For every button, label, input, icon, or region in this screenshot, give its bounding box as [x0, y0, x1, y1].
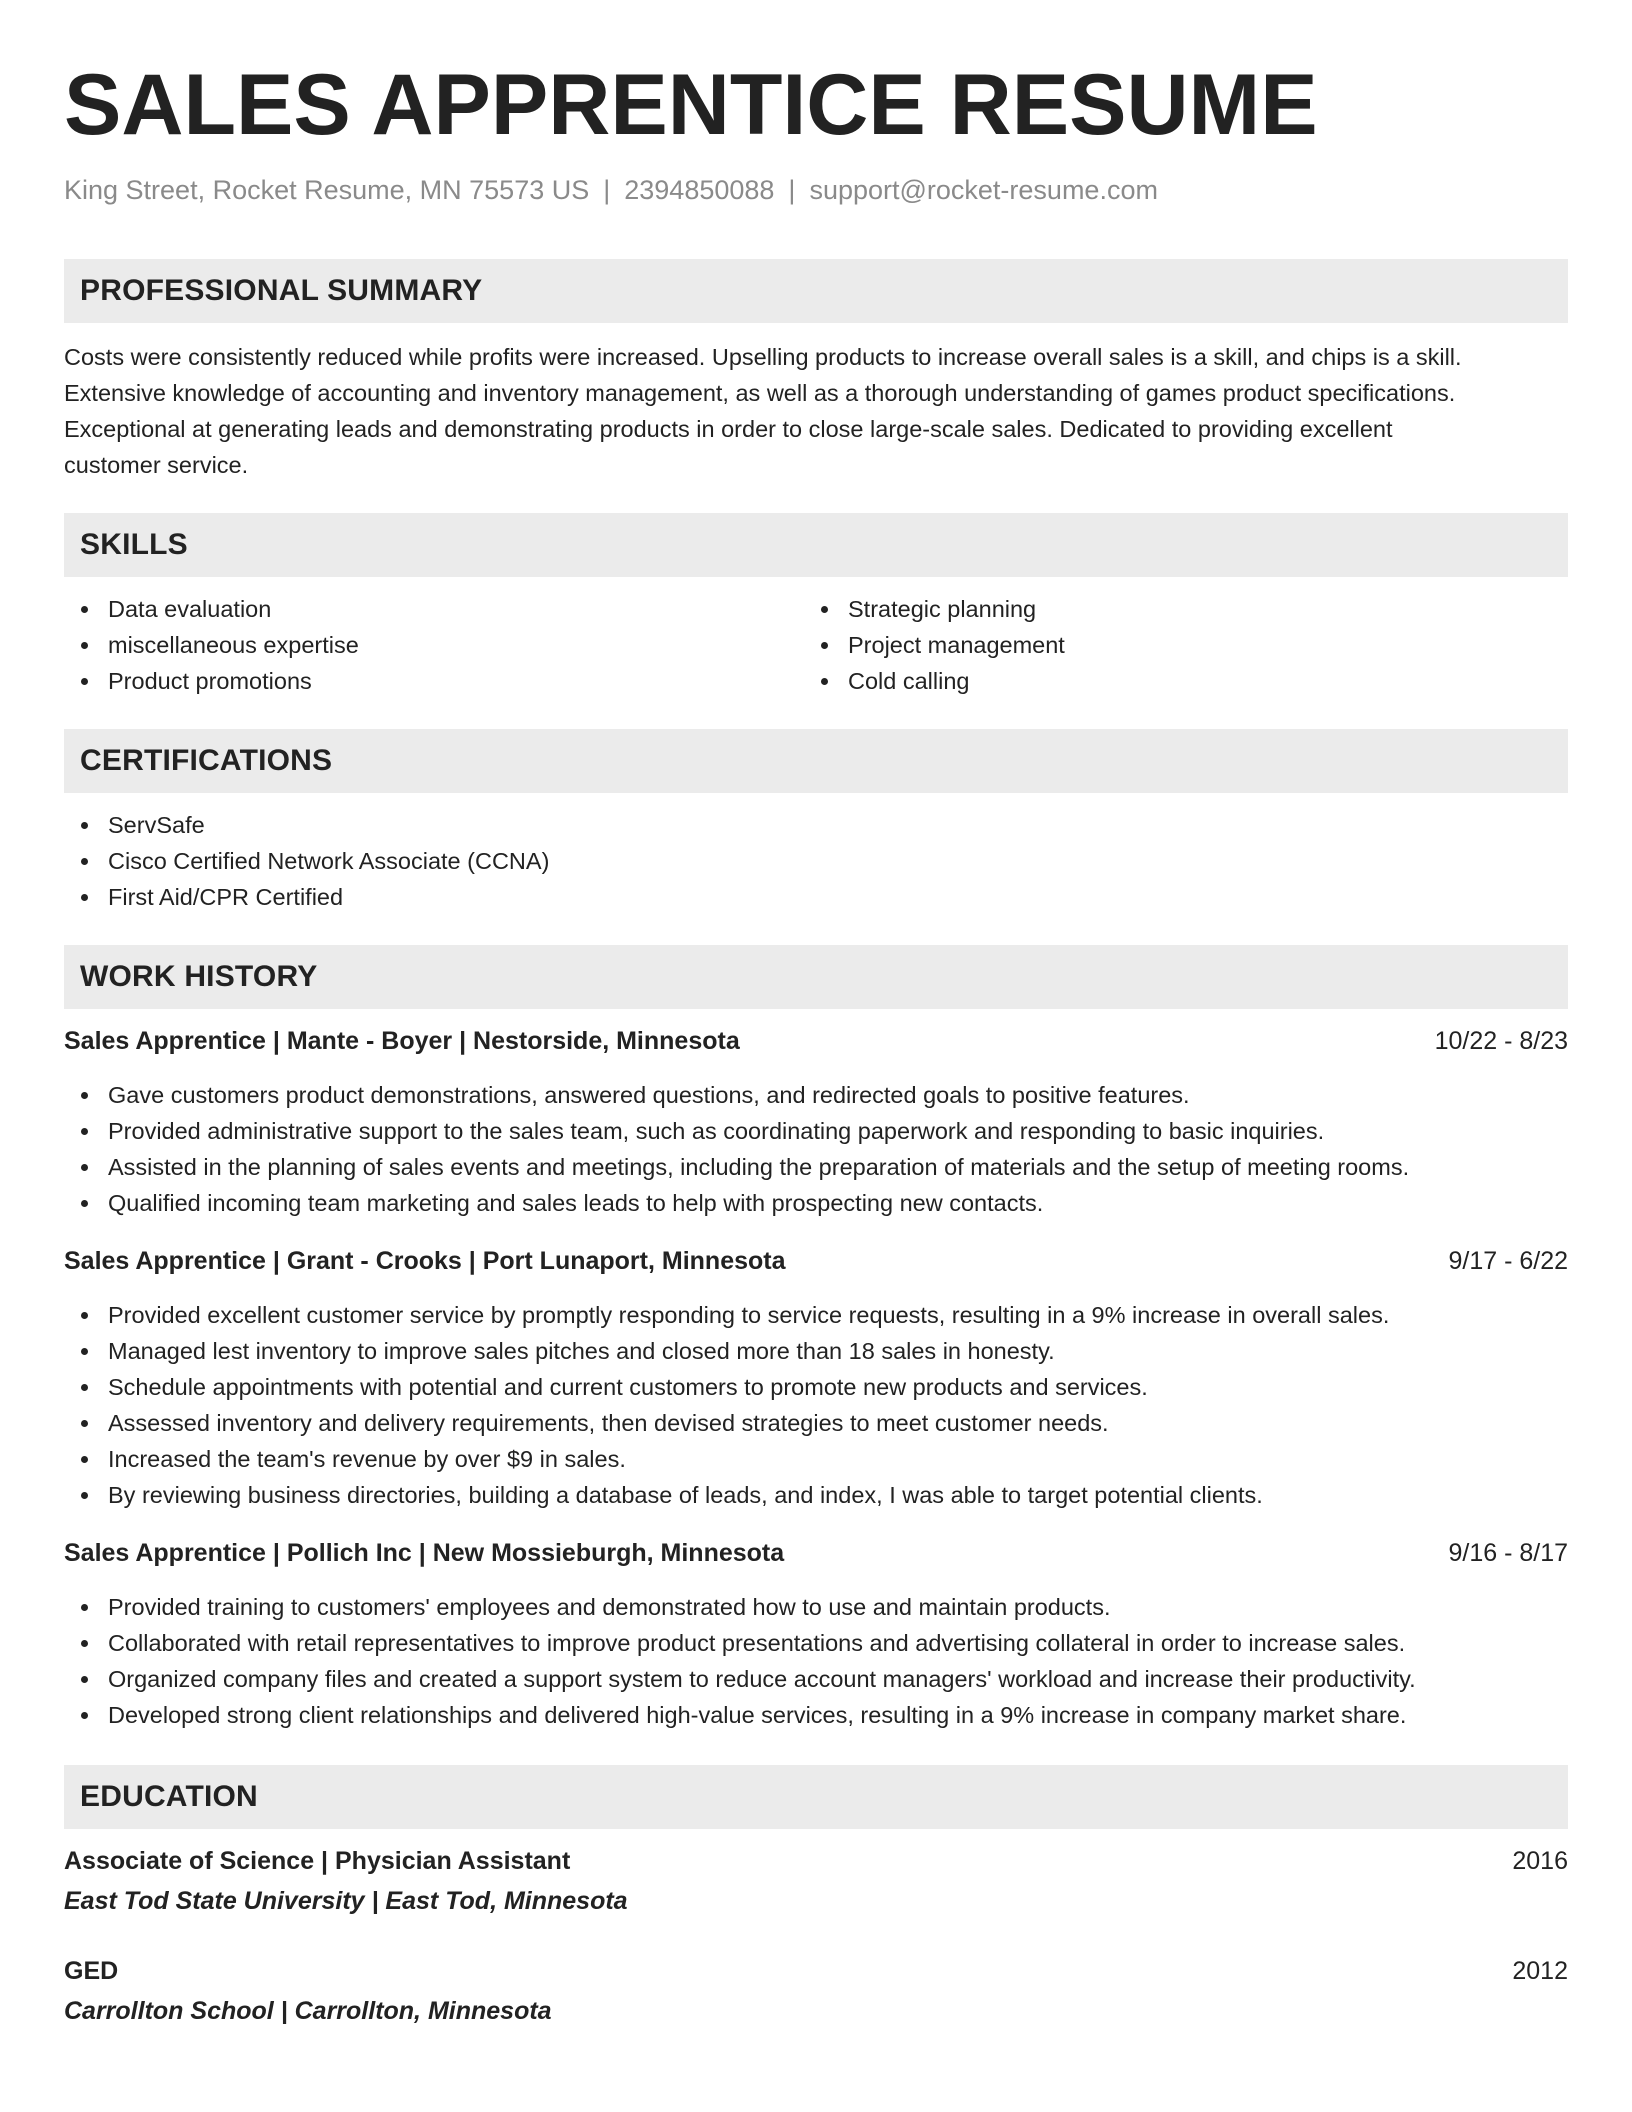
- education-entry: [64, 1953, 1568, 2029]
- section-header-work-history: WORK HISTORY: [64, 945, 1568, 1009]
- certification-item: ServSafe: [64, 807, 1568, 843]
- job-bullet: Assisted in the planning of sales events and meetings, including the preparation of materials and the setup of meeting rooms.: [64, 1149, 1568, 1185]
- section-header-education: EDUCATION: [64, 1765, 1568, 1829]
- contact-email: support@rocket-resume.com: [809, 175, 1158, 205]
- section-header-certifications: CERTIFICATIONS: [64, 729, 1568, 793]
- education-header: [64, 1953, 1568, 1989]
- contact-address: King Street, Rocket Resume, MN 75573 US: [64, 175, 590, 205]
- job-dates: 9/16 - 8/17: [1448, 1539, 1568, 1568]
- job-bullet: Assessed inventory and delivery requirements, then devised strategies to meet customer needs.: [64, 1405, 1568, 1441]
- contact-line: [64, 174, 1568, 206]
- summary-line: Exceptional at generating leads and demonstrating products in order to close large-scale sales. Dedicated to providing excellent: [64, 416, 1393, 443]
- job-entry: [64, 1023, 1568, 1221]
- job-bullets: [64, 1077, 1568, 1221]
- summary-line: customer service.: [64, 452, 249, 479]
- education-degree: Associate of Science | Physician Assistant: [64, 1847, 571, 1876]
- education-year: 2016: [1512, 1847, 1568, 1876]
- contact-separator: |: [788, 175, 796, 205]
- summary-text: [64, 339, 1568, 483]
- job-bullet: Gave customers product demonstrations, answered questions, and redirected goals to positive features.: [64, 1077, 1568, 1113]
- job-bullet: Managed lest inventory to improve sales pitches and closed more than 18 sales in honesty.: [64, 1333, 1568, 1369]
- job-title: Sales Apprentice | Grant - Crooks | Port Lunaport, Minnesota: [64, 1247, 786, 1276]
- job-dates: 10/22 - 8/23: [1434, 1027, 1568, 1056]
- job-entry: [64, 1535, 1568, 1733]
- section-header-skills: SKILLS: [64, 513, 1568, 577]
- job-entry: [64, 1243, 1568, 1513]
- job-bullet: Provided excellent customer service by promptly responding to service requests, resulting in a 9% increase in overall sales.: [64, 1297, 1568, 1333]
- contact-separator: |: [603, 175, 611, 205]
- education-year: 2012: [1512, 1957, 1568, 1986]
- education-school: East Tod State University | East Tod, Minnesota: [64, 1887, 628, 1916]
- education-school: Carrollton School | Carrollton, Minnesota: [64, 1997, 552, 2026]
- skill-item: Strategic planning: [804, 591, 1544, 627]
- certifications-list: [64, 807, 1568, 915]
- job-bullets: [64, 1589, 1568, 1733]
- job-dates: 9/17 - 6/22: [1448, 1247, 1568, 1276]
- summary-line: Extensive knowledge of accounting and inventory management, as well as a thorough understanding of games product specifications.: [64, 380, 1456, 407]
- job-bullet: Organized company files and created a support system to reduce account managers' workload and increase their productivity.: [64, 1661, 1568, 1697]
- skill-item: Product promotions: [64, 663, 804, 699]
- section-header-summary: PROFESSIONAL SUMMARY: [64, 259, 1568, 323]
- job-bullet: Provided training to customers' employees and demonstrated how to use and maintain products.: [64, 1589, 1568, 1625]
- job-bullet: Schedule appointments with potential and current customers to promote new products and services.: [64, 1369, 1568, 1405]
- summary-line: Costs were consistently reduced while profits were increased. Upselling products to increase overall sales is a skill, and chips is a skill.: [64, 344, 1462, 371]
- education-header: [64, 1843, 1568, 1879]
- certification-item: First Aid/CPR Certified: [64, 879, 1568, 915]
- job-title: Sales Apprentice | Mante - Boyer | Nestorside, Minnesota: [64, 1027, 740, 1056]
- job-bullet: Developed strong client relationships and delivered high-value services, resulting in a 9% increase in company market share.: [64, 1697, 1568, 1733]
- job-bullet: By reviewing business directories, building a database of leads, and index, I was able to target potential clients.: [64, 1477, 1568, 1513]
- skill-item: Project management: [804, 627, 1544, 663]
- education-entry: [64, 1843, 1568, 1919]
- job-header: [64, 1023, 1568, 1059]
- job-bullet: Collaborated with retail representatives to improve product presentations and advertising collateral in order to increase sales.: [64, 1625, 1568, 1661]
- education-degree: GED: [64, 1957, 119, 1986]
- job-bullet: Increased the team's revenue by over $9 in sales.: [64, 1441, 1568, 1477]
- job-header: [64, 1535, 1568, 1571]
- contact-phone: 2394850088: [624, 175, 775, 205]
- job-title: Sales Apprentice | Pollich Inc | New Mossieburgh, Minnesota: [64, 1539, 785, 1568]
- job-bullets: [64, 1297, 1568, 1513]
- skill-item: Cold calling: [804, 663, 1544, 699]
- skill-item: Data evaluation: [64, 591, 804, 627]
- skills-column-left: [64, 591, 804, 699]
- skill-item: miscellaneous expertise: [64, 627, 804, 663]
- resume-title: SALES APPRENTICE RESUME: [64, 57, 1318, 153]
- certification-item: Cisco Certified Network Associate (CCNA): [64, 843, 1568, 879]
- skills-list: [64, 591, 1568, 699]
- job-header: [64, 1243, 1568, 1279]
- job-bullet: Qualified incoming team marketing and sales leads to help with prospecting new contacts.: [64, 1185, 1568, 1221]
- skills-column-right: [804, 591, 1544, 699]
- job-bullet: Provided administrative support to the sales team, such as coordinating paperwork and responding to basic inquiries.: [64, 1113, 1568, 1149]
